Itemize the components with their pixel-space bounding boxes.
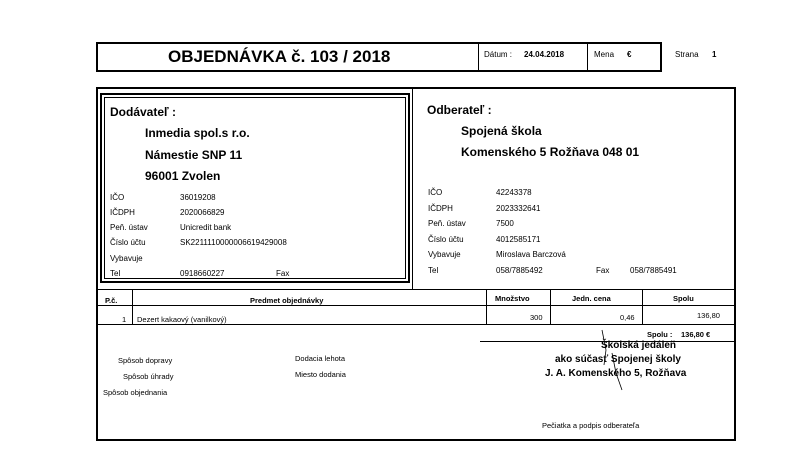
col-divider-item: [486, 290, 487, 325]
supplier-tel-value: 0918660227: [180, 269, 225, 278]
supplier-icdph-value: 2020066829: [180, 208, 225, 217]
parties-bottom-line: [96, 289, 736, 290]
document-title: OBJEDNÁVKA č. 103 / 2018: [168, 47, 391, 66]
customer-heading: Odberateľ :: [427, 103, 492, 117]
customer-account-label: Číslo účtu: [428, 235, 464, 244]
supplier-heading: Dodávateľ :: [110, 105, 176, 119]
customer-tel-value: 058/7885492: [496, 266, 543, 275]
stamp-line-1: Školská jedáleň: [601, 340, 677, 351]
customer-fax-value: 058/7885491: [630, 266, 677, 275]
supplier-ico-value: 36019208: [180, 193, 216, 202]
signature-scribble: [592, 325, 652, 395]
transport-label: Spôsob dopravy: [118, 356, 173, 365]
row-item: Dezert kakaový (vanilkový): [137, 315, 227, 324]
supplier-contact-label: Vybavuje: [110, 254, 143, 263]
header-divider-3: [660, 42, 661, 72]
currency-label: Mena: [594, 50, 615, 59]
date-value: 24.04.2018: [524, 50, 565, 59]
table-header-bottom: [96, 305, 736, 306]
col-divider-price: [642, 290, 643, 325]
supplier-account-value: SK2211110000006619429008: [180, 238, 287, 247]
customer-icdph-value: 2023332641: [496, 204, 541, 213]
stamp-line-3: J. A. Komenského 5, Rožňava: [545, 368, 687, 379]
order-method-label: Spôsob objednania: [103, 388, 168, 397]
customer-address: Komenského 5 Rožňava 048 01: [461, 145, 640, 159]
row-total: 136,80: [697, 311, 720, 320]
customer-account-value: 4012585171: [496, 235, 541, 244]
signature-label: Pečiatka a podpis odberateľa: [542, 421, 640, 430]
col-header-unit-price: Jedn. cena: [572, 294, 611, 303]
supplier-box-inner: [104, 97, 406, 279]
customer-ico-value: 42243378: [496, 188, 532, 197]
customer-ico-label: IČO: [428, 188, 443, 197]
delivery-date-label: Dodacia lehota: [295, 354, 346, 363]
sum-value: 136,80 €: [681, 330, 711, 339]
header-divider-2: [587, 42, 588, 72]
col-divider-qty: [550, 290, 551, 325]
customer-fax-label: Fax: [596, 266, 610, 275]
row-qty: 300: [530, 313, 543, 322]
customer-contact-value: Miroslava Barczová: [496, 250, 566, 259]
header-divider-1: [478, 42, 479, 72]
page-label: Strana: [675, 50, 699, 59]
supplier-icdph-label: IČDPH: [110, 208, 135, 217]
date-label: Dátum :: [484, 50, 513, 59]
col-divider-no: [132, 290, 133, 325]
row-no: 1: [122, 315, 127, 324]
row-unit-price: 0,46: [620, 313, 635, 322]
customer-bank-value: 7500: [496, 219, 514, 228]
customer-bank-label: Peň. ústav: [428, 219, 466, 228]
supplier-ico-label: IČO: [110, 193, 125, 202]
page-value: 1: [712, 50, 717, 59]
customer-tel-label: Tel: [428, 266, 439, 275]
stamp-line-2: ako súčasť Spojenej školy: [555, 354, 681, 365]
col-header-no: P.č.: [105, 296, 118, 305]
sum-label: Spolu :: [647, 330, 673, 339]
supplier-account-label: Číslo účtu: [110, 238, 146, 247]
supplier-bank-value: Unicredit bank: [180, 223, 232, 232]
supplier-city: 96001 Zvolen: [145, 169, 221, 183]
supplier-bank-label: Peň. ústav: [110, 223, 148, 232]
customer-name: Spojená škola: [461, 124, 542, 138]
col-header-item: Predmet objednávky: [250, 296, 324, 305]
customer-contact-label: Vybavuje: [428, 250, 461, 259]
currency-value: €: [627, 50, 632, 59]
supplier-name: Inmedia spol.s r.o.: [145, 126, 250, 140]
col-header-total: Spolu: [673, 294, 694, 303]
col-header-qty: Množstvo: [495, 294, 530, 303]
delivery-place-label: Miesto dodania: [295, 370, 346, 379]
customer-icdph-label: IČDPH: [428, 204, 453, 213]
parties-divider: [412, 89, 413, 289]
payment-label: Spôsob úhrady: [123, 372, 174, 381]
supplier-tel-label: Tel: [110, 269, 121, 278]
supplier-fax-label: Fax: [276, 269, 290, 278]
supplier-street: Námestie SNP 11: [145, 148, 243, 162]
